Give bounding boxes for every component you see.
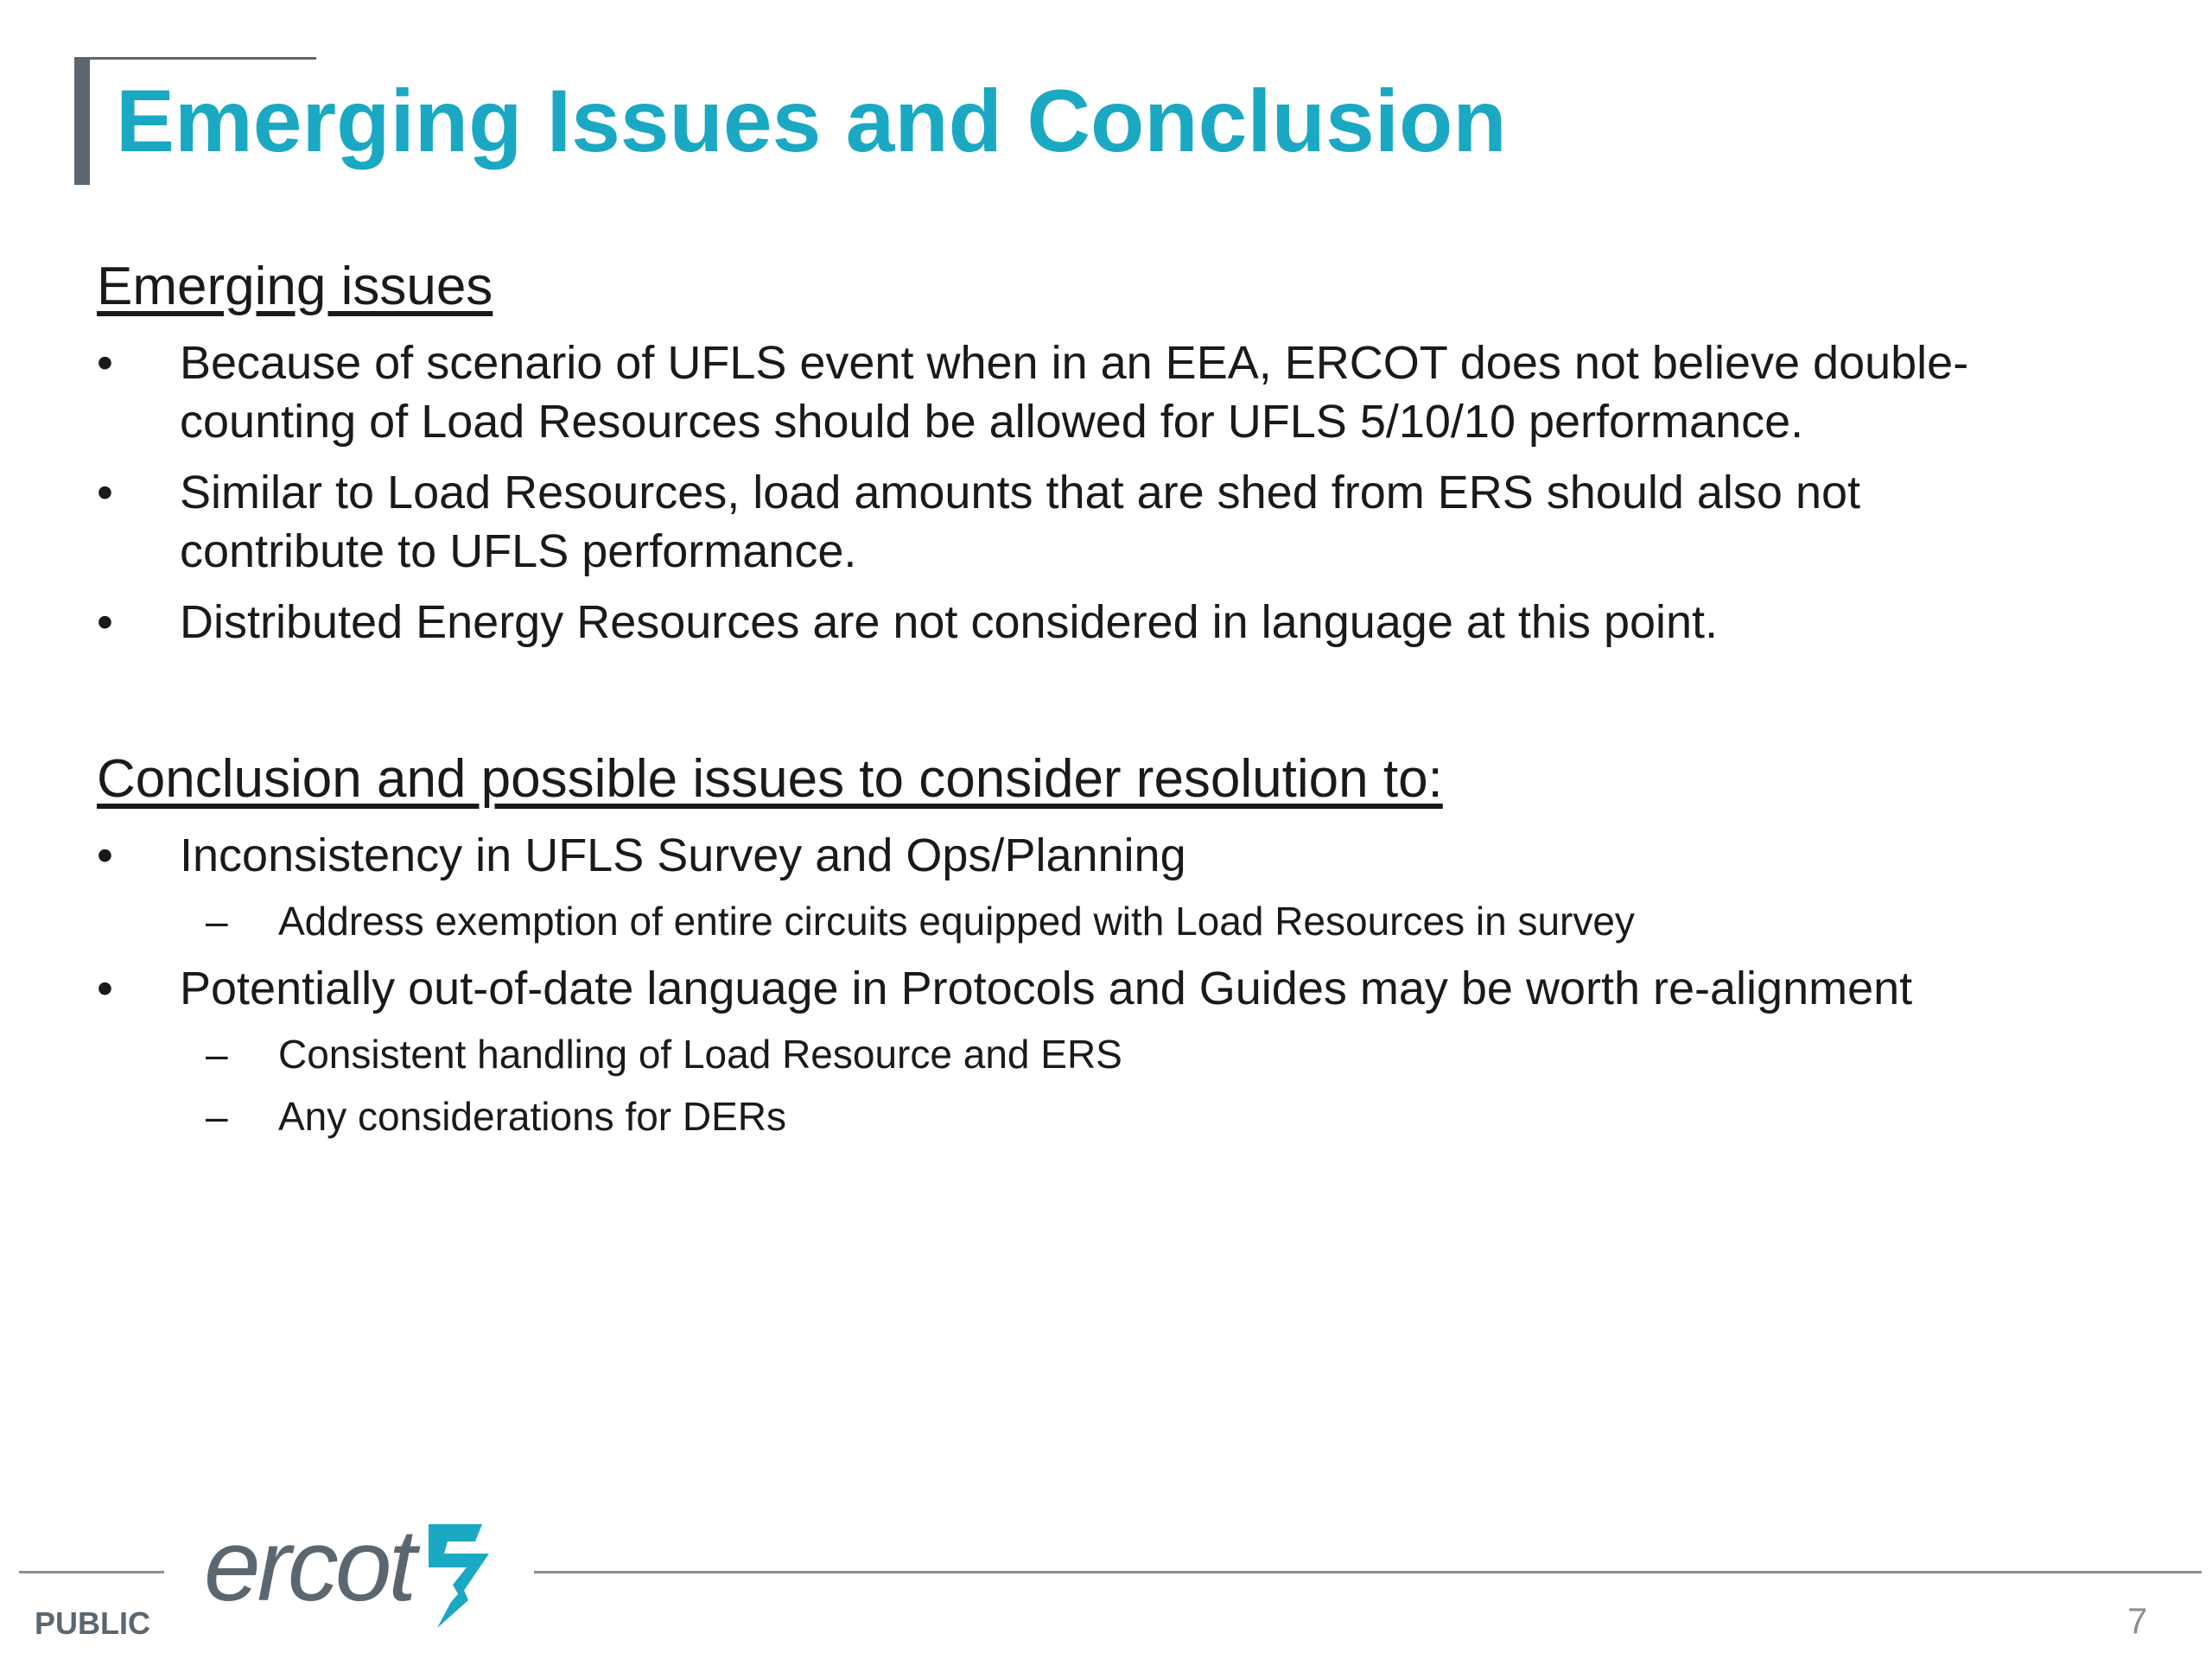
sub-bullet-marker: – — [206, 899, 228, 944]
bullet-text: Because of scenario of UFLS event when in an EEA, ERCOT does not believe double-counting of Load Resources should be allowed for UFLS 5/10/10 performance. — [180, 337, 1969, 448]
footer-rule-right — [534, 1571, 2202, 1573]
sub-bullet-marker: – — [206, 1094, 228, 1139]
bullet-marker: • — [97, 596, 113, 648]
bullet-text: Inconsistency in UFLS Survey and Ops/Planning — [180, 830, 1186, 881]
section-heading-conclusion: Conclusion and possible issues to consider resolution to: — [97, 749, 1443, 809]
sub-bullet-text: Any considerations for DERs — [278, 1094, 787, 1139]
bullet-marker: • — [97, 830, 113, 881]
classification-label: PUBLIC — [35, 1605, 150, 1641]
title-accent-bar — [74, 59, 90, 185]
sub-bullet-marker: – — [206, 1032, 228, 1077]
bullet-text: Potentially out-of-date language in Protocols and Guides may be worth re-alignment — [180, 963, 1913, 1014]
ercot-logo — [204, 1509, 498, 1633]
slide-title: Emerging Issues and Conclusion — [116, 72, 1507, 170]
bullet-marker: • — [97, 963, 113, 1014]
footer-rule-left — [19, 1571, 164, 1573]
section-heading-emerging: Emerging issues — [97, 257, 493, 316]
sub-bullet-text: Address exemption of entire circuits equipped with Load Resources in survey — [278, 899, 1635, 944]
bullet-marker: • — [97, 337, 113, 389]
sub-bullet-text: Consistent handling of Load Resource and ERS — [278, 1032, 1122, 1077]
bullet-text: Similar to Load Resources, load amounts that are shed from ERS should also not contribute to UFLS performance. — [180, 467, 1861, 577]
page-number: 7 — [2127, 1600, 2148, 1641]
bullet-marker: • — [97, 467, 113, 518]
lightning-bolt-icon — [403, 1519, 498, 1630]
title-accent-rule — [74, 57, 316, 60]
bullet-text: Distributed Energy Resources are not considered in language at this point. — [180, 596, 1719, 648]
logo-wordmark: ercot — [204, 1509, 414, 1623]
